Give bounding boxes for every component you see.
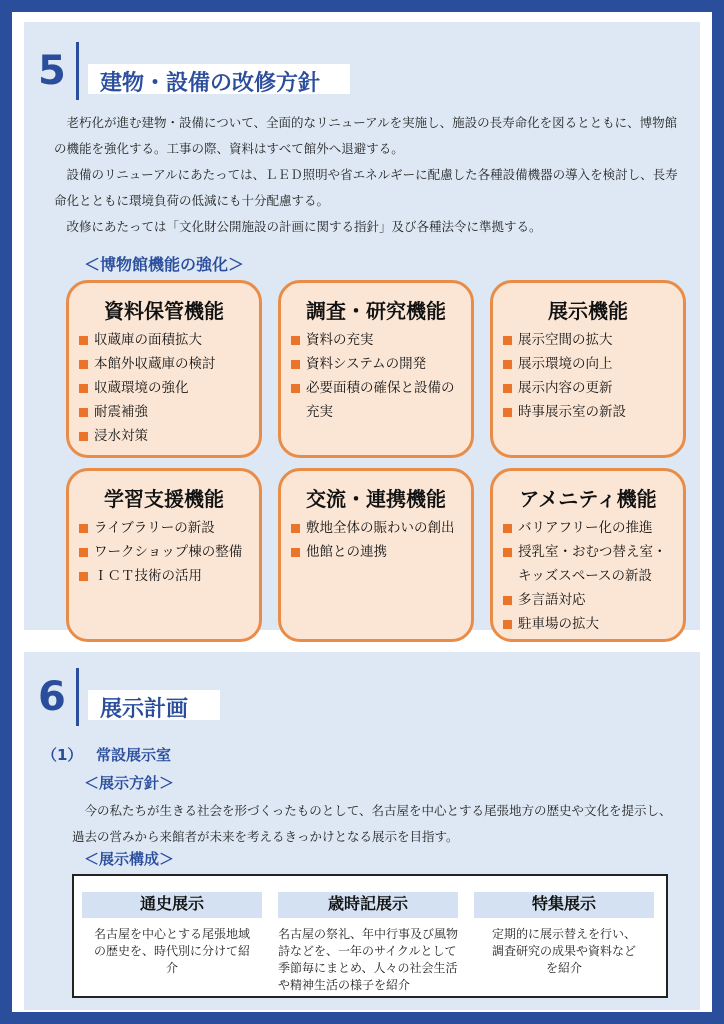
card-item: 展示空間の拡大 [503, 328, 677, 352]
square-bullet-icon [291, 548, 300, 557]
section-number: 6 [38, 674, 66, 720]
section-6 [24, 652, 700, 1010]
card-item: 多言語対応 [503, 588, 677, 612]
column-text: 定期的に展示替えを行い、調査研究の成果や資料などを紹介 [491, 927, 636, 975]
card-item: 時事展示室の新設 [503, 400, 677, 424]
paragraph [54, 214, 684, 240]
page [12, 12, 712, 1012]
square-bullet-icon [503, 596, 512, 605]
structure-heading: ＜展示構成＞ [84, 850, 175, 868]
exhibit-structure-box [72, 874, 668, 998]
paragraph-text: 今の私たちが生きる社会を形づくったものとして、名古屋を中心とする尾張地方の歴史や文化を提示し、過去の営みから来館者が未来を考えるきっかけとなる展示を目指す。 [72, 803, 672, 844]
subsection-number: （1） [42, 746, 83, 764]
card-item: ＩＣＴ技術の活用 [79, 564, 253, 588]
section-number: 5 [38, 48, 66, 94]
card-title: 交流・連携機能 [306, 487, 446, 511]
square-bullet-icon [503, 548, 512, 557]
column-title: 通史展示 [82, 892, 262, 918]
column-title: 特集展示 [474, 892, 654, 918]
square-bullet-icon [503, 524, 512, 533]
card-item: 展示環境の向上 [503, 352, 677, 376]
paragraph [54, 162, 684, 214]
exhibit-column [474, 892, 654, 977]
card-item: 展示内容の更新 [503, 376, 677, 400]
exhibit-column [278, 892, 458, 994]
card-item: 授乳室・おむつ替え室・キッズスペースの新設 [503, 540, 677, 588]
square-bullet-icon [79, 384, 88, 393]
square-bullet-icon [291, 384, 300, 393]
square-bullet-icon [503, 620, 512, 629]
card-item: 敷地全体の賑わいの創出 [291, 516, 465, 540]
section-divider [76, 42, 79, 100]
square-bullet-icon [79, 336, 88, 345]
square-bullet-icon [79, 572, 88, 581]
subheading: ＜博物館機能の強化＞ [84, 255, 245, 274]
function-card [490, 468, 686, 642]
card-title: 展示機能 [548, 299, 628, 323]
square-bullet-icon [503, 408, 512, 417]
square-bullet-icon [79, 408, 88, 417]
square-bullet-icon [79, 360, 88, 369]
card-item: 耐震補強 [79, 400, 253, 424]
square-bullet-icon [503, 360, 512, 369]
function-card [278, 280, 474, 458]
section-divider [76, 668, 79, 726]
card-title: 資料保管機能 [104, 299, 224, 323]
card-item: 収蔵庫の面積拡大 [79, 328, 253, 352]
square-bullet-icon [79, 548, 88, 557]
square-bullet-icon [503, 384, 512, 393]
function-card [278, 468, 474, 642]
card-item: 他館との連携 [291, 540, 465, 564]
card-item: ライブラリーの新設 [79, 516, 253, 540]
card-item: 駐車場の拡大 [503, 612, 677, 636]
column-text: 名古屋を中心とする尾張地域の歴史を、時代別に分けて紹介 [93, 927, 250, 975]
paragraph-text: 改修にあたっては「文化財公開施設の計画に関する指針」及び各種法令に準拠する。 [66, 219, 542, 234]
policy-paragraph [72, 798, 682, 850]
card-item: 必要面積の確保と設備の充実 [291, 376, 465, 424]
paragraph [54, 110, 684, 162]
section-title: 建物・設備の改修方針 [100, 71, 321, 96]
square-bullet-icon [503, 336, 512, 345]
function-card [66, 280, 262, 458]
card-title: アメニティ機能 [519, 487, 657, 511]
subsection-title: 常設展示室 [96, 746, 172, 764]
card-item: 本館外収蔵庫の検討 [79, 352, 253, 376]
card-item: 収蔵環境の強化 [79, 376, 253, 400]
card-item: 浸水対策 [79, 424, 253, 448]
column-text: 名古屋の祭礼、年中行事及び風物詩などを、一年のサイクルとして季節毎にまとめ、人々の社会生活や精神生活の様子を紹介 [278, 927, 459, 992]
card-item: 資料システムの開発 [291, 352, 465, 376]
paragraph-text: 老朽化が進む建物・設備について、全面的なリニューアルを実施し、施設の長寿命化を図るとともに、博物館の機能を強化する。工事の際、資料はすべて館外へ退避する。 [54, 115, 678, 156]
square-bullet-icon [291, 360, 300, 369]
policy-heading: ＜展示方針＞ [84, 774, 175, 792]
square-bullet-icon [291, 524, 300, 533]
column-title: 歳時記展示 [278, 892, 458, 918]
card-item: ワークショップ棟の整備 [79, 540, 253, 564]
paragraph-text: 設備のリニューアルにあたっては、ＬＥＤ照明や省エネルギーに配慮した各種設備機器の導入を検討し、長寿命化とともに環境負荷の低減にも十分配慮する。 [54, 167, 678, 208]
square-bullet-icon [79, 432, 88, 441]
exhibit-column [82, 892, 262, 977]
section-5 [24, 22, 700, 630]
function-card [490, 280, 686, 458]
square-bullet-icon [79, 524, 88, 533]
card-item: 資料の充実 [291, 328, 465, 352]
card-title: 調査・研究機能 [306, 299, 446, 323]
card-item: バリアフリー化の推進 [503, 516, 677, 540]
square-bullet-icon [291, 336, 300, 345]
section-title: 展示計画 [100, 697, 189, 722]
card-title: 学習支援機能 [104, 487, 224, 511]
function-card [66, 468, 262, 642]
